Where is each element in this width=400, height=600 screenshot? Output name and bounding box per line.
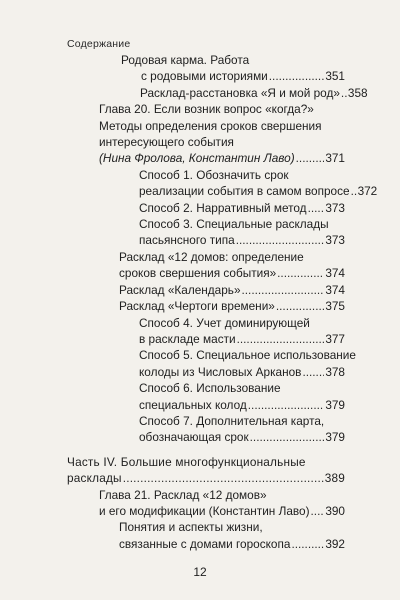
toc-entry-title: и его модификации (Константин Лаво) xyxy=(99,503,310,518)
toc-entry-page: 358 xyxy=(347,85,368,100)
toc-entry[interactable] xyxy=(139,315,345,348)
toc-entry-title: Расклад «12 домов: определение xyxy=(119,249,304,264)
leader-dots xyxy=(308,200,325,216)
toc-entry-title: реализации события в самом вопросе xyxy=(139,184,350,199)
toc-entry-page: 392 xyxy=(325,536,345,551)
toc-entry-title: обозначающая срок xyxy=(139,430,249,445)
leader-dots xyxy=(248,397,325,413)
toc-entry-page: 379 xyxy=(325,430,345,445)
toc-entry-page: 378 xyxy=(325,364,345,379)
toc-entry-title: Глава 21. Расклад «12 домов» xyxy=(99,487,267,502)
toc-entry-title: Способ 3. Специальные расклады xyxy=(139,217,329,232)
toc-entry-title: интересующего события xyxy=(99,135,234,150)
toc-entry[interactable] xyxy=(119,249,345,282)
toc-entry-page: 390 xyxy=(325,503,345,518)
toc-entry-authors: (Нина Фролова, Константин Лаво) xyxy=(99,151,295,166)
leader-dots xyxy=(250,429,325,445)
toc-entry-title: Способ 6. Использование xyxy=(139,381,281,396)
toc-entry-title: связанные с домами гороскопа xyxy=(119,536,291,551)
leader-dots xyxy=(277,265,324,281)
leader-dots xyxy=(302,364,324,380)
toc-entry-title: Способ 2. Нарративный метод xyxy=(139,200,307,215)
leader-dots xyxy=(276,298,324,314)
toc-part-entry[interactable] xyxy=(67,454,345,487)
toc-entry-page: 351 xyxy=(325,69,345,84)
toc-entry-title: Глава 20. Если возник вопрос «когда?» xyxy=(99,102,314,117)
toc-entry[interactable] xyxy=(119,282,345,298)
leader-dots xyxy=(123,470,324,486)
toc-entry-title: расклады xyxy=(67,471,122,486)
leader-dots xyxy=(237,331,325,347)
running-header: Содержание xyxy=(67,38,131,50)
toc-entry-title: Расклад «Чертоги времени» xyxy=(119,299,275,314)
toc-entry-page: 373 xyxy=(325,200,345,215)
leader-dots xyxy=(242,282,325,298)
page-number: 12 xyxy=(193,565,207,579)
toc-entry-page: 379 xyxy=(325,397,345,412)
toc-entry-page: 373 xyxy=(325,233,345,248)
toc-entry-page: 375 xyxy=(325,299,345,314)
toc-entry-title: Способ 1. Обозначить срок xyxy=(139,167,289,182)
toc-entry-page: 372 xyxy=(357,184,378,199)
toc-entry[interactable] xyxy=(139,413,345,446)
leader-dots xyxy=(341,85,347,101)
toc-entry-title: сроков свершения события» xyxy=(119,266,277,281)
toc-entry-page: 389 xyxy=(324,471,345,486)
leader-dots xyxy=(351,183,357,199)
toc-entry-title: Родовая карма. Работа xyxy=(121,53,250,67)
leader-dots xyxy=(269,68,325,84)
toc-entry-title: с родовыми историями xyxy=(141,69,268,84)
toc-entry[interactable] xyxy=(139,380,345,413)
toc-entry[interactable] xyxy=(139,347,356,380)
leader-dots xyxy=(296,150,325,166)
toc-entry-title: пасьянсного типа xyxy=(139,233,235,248)
toc-entry[interactable] xyxy=(99,487,345,520)
toc-entry[interactable] xyxy=(119,298,345,314)
toc-entry[interactable] xyxy=(121,52,345,85)
leader-dots xyxy=(311,503,325,519)
toc-entry-title: Расклад «Календарь» xyxy=(119,282,241,297)
toc-entry-title: Способ 7. Дополнительная карта, xyxy=(139,413,325,428)
toc-entry-title: Расклад-расстановка «Я и мой род» xyxy=(140,85,340,100)
toc-entry-title: Методы определения сроков свершения xyxy=(99,118,322,133)
leader-dots xyxy=(291,536,324,552)
toc-entry-page: 374 xyxy=(325,282,345,297)
toc-entry-title: Понятия и аспекты жизни, xyxy=(119,520,263,535)
toc-entry-title: в раскладе масти xyxy=(139,331,236,346)
toc-entry-title: Часть IV. Большие многофункциональные xyxy=(67,454,306,469)
toc-entry-title: Способ 5. Специальное использование xyxy=(139,348,356,363)
toc-entry-page: 377 xyxy=(325,331,345,346)
toc-entry[interactable] xyxy=(140,85,368,101)
toc-entry[interactable] xyxy=(119,167,378,200)
toc-entry[interactable] xyxy=(99,101,345,167)
toc-entry-page: 374 xyxy=(325,266,345,281)
leader-dots xyxy=(236,232,325,248)
toc-entry[interactable] xyxy=(139,200,345,216)
toc-entry-page: 371 xyxy=(325,151,345,166)
toc-entry-title: специальных колод xyxy=(139,397,247,412)
toc-entry[interactable] xyxy=(119,519,345,552)
toc-entry-title: Способ 4. Учет доминирующей xyxy=(139,315,310,330)
toc-entry[interactable] xyxy=(139,216,345,249)
toc-entry-title: колоды из Числовых Арканов xyxy=(139,364,302,379)
